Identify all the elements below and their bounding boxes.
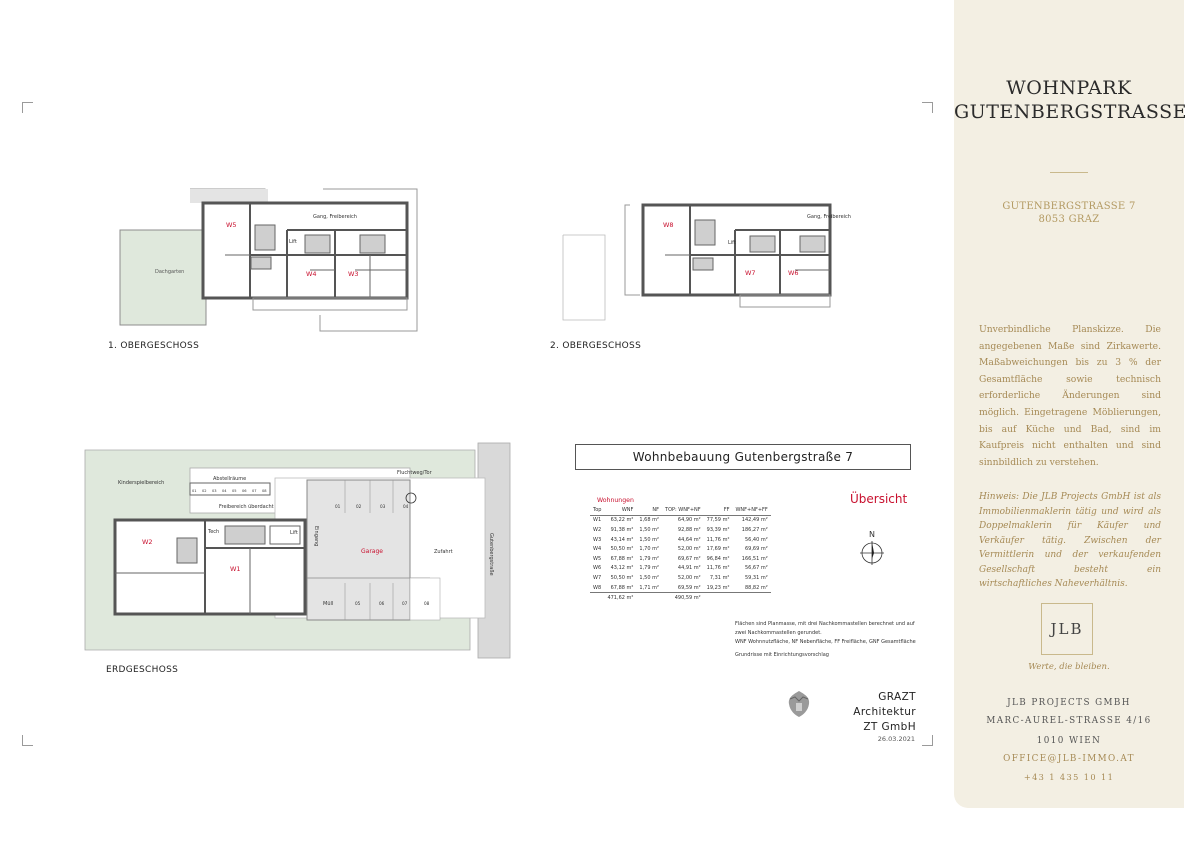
table-cell: 44,91 m²: [677, 565, 701, 572]
table-totals-row: [590, 593, 771, 603]
crop-mark-top-left: [22, 102, 33, 113]
parking-space-number: 03: [380, 504, 386, 509]
parking-space-number: 04: [403, 504, 409, 509]
label-garage: Garage: [361, 548, 383, 555]
label-abstellraeume: Abstellräume: [213, 476, 247, 482]
table-cell: 67,88 m²: [610, 584, 634, 591]
table-cell: 77,59 m²: [706, 517, 730, 524]
table-row: [590, 535, 771, 545]
label-w6: W6: [788, 269, 799, 277]
contact-city: 1010 WIEN: [1036, 736, 1102, 746]
label-2-obergeschoss: 2. OBERGESCHOSS: [550, 341, 642, 351]
table-cell: 186,27 m²: [741, 526, 768, 533]
table-cell: 19,23 m²: [706, 584, 730, 591]
label-w4: W4: [306, 270, 317, 278]
storage-room-number: 05: [232, 489, 237, 493]
label-w5: W5: [226, 221, 237, 229]
table-header-cell: FF: [704, 505, 733, 515]
note-abbreviations: WNF Wohnnutzfläche, NF Nebenfläche, FF Freifläche, GNF Gesamtfläche: [735, 639, 916, 645]
label-lift-og2: Lift: [728, 240, 736, 246]
storage-room-number: 03: [212, 489, 217, 493]
storage-room-number: 07: [252, 489, 257, 493]
table-header-cell: WNF: [604, 505, 636, 515]
table-cell: 93,39 m²: [706, 526, 730, 533]
table-cell: 59,31 m²: [744, 574, 768, 581]
table-row: [590, 583, 771, 593]
table-total-cell: [636, 593, 662, 603]
north-label: N: [869, 530, 875, 539]
crop-mark-bottom-left: [22, 735, 33, 746]
table-cell: W8: [593, 584, 602, 591]
sidebar-address-line-2: 8053 GRAZ: [1038, 214, 1100, 225]
label-lift-eg: Lift: [290, 530, 298, 536]
label-kinderspielbereich: Kinderspielbereich: [118, 480, 165, 486]
label-w7: W7: [745, 269, 756, 277]
storage-room-number: 06: [242, 489, 247, 493]
label-w2: W2: [142, 538, 153, 546]
label-freibereich: Freibereich überdacht: [219, 504, 274, 510]
label-gang-og1: Gang, Freibereich: [313, 214, 357, 220]
table-header-cell: NF: [636, 505, 662, 515]
table-cell: 1,50 m²: [639, 536, 660, 543]
parking-space-number: 06: [379, 601, 385, 606]
parking-space-number: 07: [402, 601, 408, 606]
overview-label: Übersicht: [850, 492, 908, 506]
table-cell: 64,90 m²: [677, 517, 701, 524]
contact-email[interactable]: OFFICE@JLB-IMMO.AT: [1003, 754, 1135, 764]
table-total-cell: [704, 593, 733, 603]
table-header-cell: TOP: WNF+NF: [662, 505, 704, 515]
table-cell: 69,67 m²: [677, 555, 701, 562]
project-title: Wohnbebauung Gutenbergstraße 7: [575, 444, 911, 470]
parking-space-number: 05: [355, 601, 361, 606]
crop-mark-bottom-right: [922, 735, 933, 746]
label-fluchtweg: Fluchtweg/Tor: [397, 470, 432, 476]
sidebar-disclaimer: Unverbindliche Planskizze. Die angegebenen Maße sind Zirkawerte. Maßabweichungen bis zu 3 % der Gesamtfläche sowie technisch erforderliche Änderungen sind möglich. Eingetragene Möblierungen, bis auf Küche und Bad, sind im Kaufpreis nicht enthalten und sind sinnbildlich zu verstehen.: [979, 324, 1161, 468]
crop-mark-top-right: [922, 102, 933, 113]
sidebar-hint: Hinweis: Die JLB Projects GmbH ist als Immobilienmaklerin tätig und wird als Doppelmaklerin für Käufer und Verkäufer tätig. Zwischen der Vermittlerin und der verkaufenden Gesellschaft besteht ein wirtschaftliches Naheverhältnis.: [979, 492, 1161, 589]
label-w8: W8: [663, 221, 674, 229]
table-cell: W6: [593, 565, 602, 572]
north-arrow-icon: [855, 528, 889, 572]
storage-room-number: 04: [222, 489, 227, 493]
table-cell: 50,50 m²: [610, 574, 634, 581]
label-lift-og1: Lift: [289, 239, 297, 245]
label-street: Gutenbergstraße: [488, 533, 494, 576]
label-eingang: Eingang: [313, 526, 319, 547]
label-tech: Tech: [208, 529, 220, 535]
note-rounding: Flächen sind Planmasse, mit drei Nachkommastellen berechnet und auf zwei Nachkommastellen gerundet.: [735, 621, 915, 636]
sidebar-title-line-1: WOHNPARK: [1006, 77, 1132, 99]
sidebar: [954, 0, 1187, 808]
table-cell: 88,82 m²: [744, 584, 768, 591]
table-cell: W7: [593, 574, 602, 581]
table-cell: 166,51 m²: [741, 555, 768, 562]
architect-line-2: ZT GmbH: [863, 721, 916, 733]
architect-crest-icon: [786, 689, 812, 719]
storage-room-number: 02: [202, 489, 207, 493]
table-cell: 52,00 m²: [677, 546, 701, 553]
table-header-cell: WNF+NF+FF: [732, 505, 770, 515]
label-erdgeschoss: ERDGESCHOSS: [106, 665, 179, 675]
table-cell: 1,68 m²: [639, 517, 660, 524]
table-cell: 56,40 m²: [744, 536, 768, 543]
storage-room-number: 01: [192, 489, 197, 493]
table-cell: 1,50 m²: [639, 574, 660, 581]
floorplan-og1: [115, 185, 425, 335]
table-cell: W1: [593, 517, 602, 524]
table-cell: 11,76 m²: [706, 565, 730, 572]
table-cell: 56,67 m²: [744, 565, 768, 572]
table-cell: 1,50 m²: [639, 526, 660, 533]
table-cell: 11,76 m²: [706, 536, 730, 543]
table-row: [590, 525, 771, 535]
floorplan-og2: [555, 200, 851, 330]
units-table: [590, 505, 771, 603]
table-cell: 92,88 m²: [677, 526, 701, 533]
table-cell: 43,14 m²: [610, 536, 634, 543]
table-cell: W5: [593, 555, 602, 562]
table-row: [590, 554, 771, 564]
parking-space-number: 01: [335, 504, 341, 509]
sidebar-tagline: Werte, die bleiben.: [1028, 662, 1110, 672]
table-cell: 44,64 m²: [677, 536, 701, 543]
table-cell: 43,12 m²: [610, 565, 634, 572]
table-cell: 142,49 m²: [741, 517, 768, 524]
parking-space-number: 08: [424, 601, 430, 606]
table-total-cell: 471,62 m²: [604, 593, 636, 603]
table-total-cell: 490,59 m²: [662, 593, 704, 603]
sidebar-title-line-2: GUTENBERGSTRASSE: [954, 101, 1187, 123]
plan-date: 26.03.2021: [877, 735, 915, 743]
table-header-row: [590, 505, 771, 515]
table-cell: 96,84 m²: [706, 555, 730, 562]
contact-street: MARC-AUREL-STRASSE 4/16: [986, 716, 1152, 726]
note-furniture: Grundrisse mit Einrichtungsvorschlag: [735, 652, 829, 658]
table-cell: 1,79 m²: [639, 565, 660, 572]
table-cell: W3: [593, 536, 602, 543]
table-row: [590, 573, 771, 583]
area-notes: [735, 620, 925, 660]
label-1-obergeschoss: 1. OBERGESCHOSS: [108, 341, 200, 351]
table-cell: W2: [593, 526, 602, 533]
storage-room-number: 08: [262, 489, 267, 493]
table-row: [590, 515, 771, 525]
table-total-cell: [732, 593, 770, 603]
table-cell: 52,00 m²: [677, 574, 701, 581]
label-dachgarten: Dachgarten: [155, 269, 185, 275]
architect-line-1: GRAZT Architektur: [853, 691, 916, 718]
table-cell: 1,71 m²: [639, 584, 660, 591]
label-zufahrt: Zufahrt: [434, 549, 453, 555]
table-cell: 67,88 m²: [610, 555, 634, 562]
floorplan-eg: [85, 438, 520, 663]
table-cell: 7,31 m²: [709, 574, 730, 581]
label-gang-og2: Gang, Freibereich: [807, 214, 851, 220]
table-cell: 1,70 m²: [639, 546, 660, 553]
jlb-logo: JLB: [1041, 603, 1093, 655]
table-cell: 69,59 m²: [677, 584, 701, 591]
label-muell: Müll: [323, 601, 334, 607]
sidebar-divider: [1050, 172, 1088, 173]
label-w1: W1: [230, 565, 241, 573]
units-table-label: Wohnungen: [597, 497, 634, 504]
table-row: [590, 544, 771, 554]
table-cell: 50,50 m²: [610, 546, 634, 553]
contact-company: JLB PROJECTS GMBH: [1007, 698, 1131, 708]
parking-space-number: 02: [356, 504, 362, 509]
table-total-cell: [590, 593, 604, 603]
table-cell: 63,22 m²: [610, 517, 634, 524]
table-cell: 1,79 m²: [639, 555, 660, 562]
label-w3: W3: [348, 270, 359, 278]
table-cell: 17,69 m²: [706, 546, 730, 553]
table-row: [590, 564, 771, 574]
sidebar-address-line-1: GUTENBERGSTRASSE 7: [1002, 201, 1136, 212]
table-header-cell: Top: [590, 505, 604, 515]
architect-name: [812, 690, 916, 735]
table-cell: 69,69 m²: [744, 546, 768, 553]
contact-phone[interactable]: +43 1 435 10 11: [1023, 772, 1115, 782]
table-cell: W4: [593, 546, 602, 553]
table-cell: 91,38 m²: [610, 526, 634, 533]
